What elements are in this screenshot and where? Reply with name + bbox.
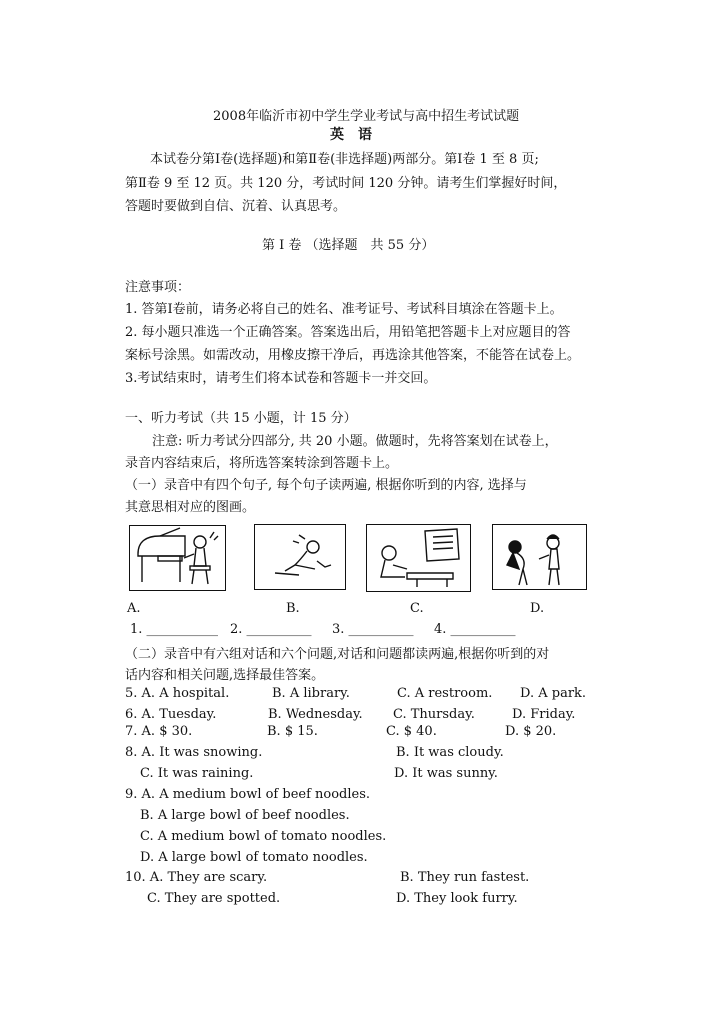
question-10-option-c: C. They are spotted. bbox=[147, 891, 281, 906]
question-9-option-a: 9. A. A medium bowl of beef noodles. bbox=[125, 787, 371, 802]
answer-blank[interactable]: 4. __________ bbox=[434, 622, 516, 637]
answer-blank[interactable]: 3. __________ bbox=[332, 622, 414, 637]
question-8-option-d: D. It was sunny. bbox=[394, 766, 498, 781]
desk-writing-picture-icon bbox=[366, 524, 471, 592]
two-people-bowing-picture-icon bbox=[492, 524, 587, 590]
question-5-option-a: 5. A. A hospital. bbox=[125, 686, 230, 701]
question-6-option-c: C. Thursday. bbox=[393, 707, 475, 722]
subject-heading: 英 语 bbox=[330, 127, 372, 143]
question-10-option-d: D. They look furry. bbox=[396, 891, 518, 906]
question-10-option-b: B. They run fastest. bbox=[400, 870, 530, 885]
question-8-option-c: C. It was raining. bbox=[140, 766, 254, 781]
section-note: 录音内容结束后，将所选答案转涂到答题卡上。 bbox=[125, 456, 399, 471]
question-5-option-b: B. A library. bbox=[272, 686, 350, 701]
answer-blank[interactable]: 1. ___________ bbox=[130, 622, 219, 637]
piano-player-picture-icon bbox=[129, 525, 226, 591]
section-note: 注意: 听力考试分四部分, 共 20 小题。做题时，先将答案划在试卷上， bbox=[152, 434, 558, 449]
question-7-option-b: B. $ 15. bbox=[267, 724, 318, 739]
part2-instruction: （二）录音中有六组对话和六个问题,对话和问题都读两遍,根据你听到的对 bbox=[125, 647, 550, 662]
question-8-option-b: B. It was cloudy. bbox=[396, 745, 504, 760]
notice-item: 3.考试结束时，请考生们将本试卷和答题卡一并交回。 bbox=[125, 371, 437, 386]
picture-label: D. bbox=[530, 601, 545, 616]
answer-blank[interactable]: 2. __________ bbox=[230, 622, 312, 637]
part1-instruction: 其意思相对应的图画。 bbox=[125, 500, 256, 515]
picture-label: B. bbox=[286, 601, 300, 616]
question-7-option-c: C. $ 40. bbox=[386, 724, 437, 739]
intro-line: 第Ⅱ卷 9 至 12 页。共 120 分，考试时间 120 分钟。请考生们掌握好时间， bbox=[125, 176, 567, 191]
volume-title: 第 I 卷 （选择题 共 55 分） bbox=[262, 238, 435, 253]
exam-title: 2008年临沂市初中学生学业考试与高中招生考试试题 bbox=[213, 109, 520, 124]
part2-instruction: 话内容和相关问题,选择最佳答案。 bbox=[125, 668, 325, 683]
question-6-option-a: 6. A. Tuesday. bbox=[125, 707, 217, 722]
intro-line: 本试卷分第Ⅰ卷(选择题)和第Ⅱ卷(非选择题)两部分。第Ⅰ卷 1 至 8 页; bbox=[150, 152, 539, 167]
notice-heading: 注意事项： bbox=[125, 280, 191, 295]
question-10-option-a: 10. A. They are scary. bbox=[125, 870, 268, 885]
crawling-child-picture-icon bbox=[254, 524, 346, 590]
part1-instruction: （一）录音中有四个句子, 每个句子读两遍, 根据你听到的内容, 选择与 bbox=[125, 478, 527, 493]
intro-line: 答题时要做到自信、沉着、认真思考。 bbox=[125, 199, 347, 214]
section-heading: 一、听力考试（共 15 小题，计 15 分） bbox=[125, 411, 357, 426]
question-5-option-d: D. A park. bbox=[520, 686, 587, 701]
question-6-option-b: B. Wednesday. bbox=[268, 707, 363, 722]
notice-item: 案标号涂黑。如需改动，用橡皮擦干净后，再选涂其他答案，不能答在试卷上。 bbox=[125, 348, 581, 363]
picture-label: A. bbox=[127, 601, 141, 616]
question-9-option-d: D. A large bowl of tomato noodles. bbox=[140, 850, 368, 865]
question-6-option-d: D. Friday. bbox=[512, 707, 576, 722]
question-7-option-d: D. $ 20. bbox=[505, 724, 557, 739]
notice-item: 2. 每小题只准选一个正确答案。答案选出后，用铅笔把答题卡上对应题目的答 bbox=[125, 325, 571, 340]
question-5-option-c: C. A restroom. bbox=[397, 686, 493, 701]
question-7-option-a: 7. A. $ 30. bbox=[125, 724, 193, 739]
picture-label: C. bbox=[410, 601, 424, 616]
question-9-option-c: C. A medium bowl of tomato noodles. bbox=[140, 829, 387, 844]
notice-item: 1. 答第Ⅰ卷前，请务必将自己的姓名、准考证号、考试科目填涂在答题卡上。 bbox=[125, 302, 563, 317]
question-9-option-b: B. A large bowl of beef noodles. bbox=[140, 808, 350, 823]
question-8-option-a: 8. A. It was snowing. bbox=[125, 745, 263, 760]
